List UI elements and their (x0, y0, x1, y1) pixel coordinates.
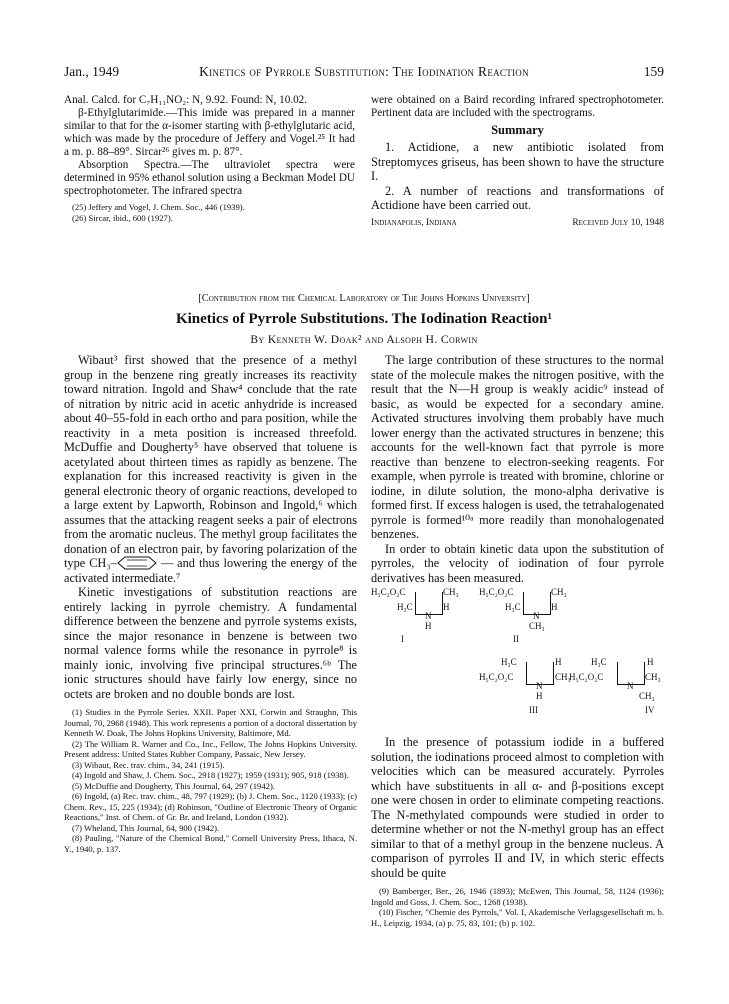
substituent: H₃C (501, 657, 517, 667)
structure-label: IV (645, 705, 655, 715)
header-date: Jan., 1949 (64, 64, 120, 79)
substituent: H₅C₂O₂C (371, 587, 406, 597)
prev-article-right-column (371, 94, 664, 230)
prev-footnotes (64, 202, 355, 223)
article-right-column (371, 353, 664, 928)
footnote-2: (2) The William R. Warner and Co., Inc., Fellow, The Johns Hopkins University. Present address: United States Rubber Company, Passaic, New Jersey. (64, 738, 357, 759)
structure-label: II (513, 634, 519, 644)
article-footnotes-left (64, 707, 357, 854)
footnote-9: (9) Bamberger, Ber., 26, 1946 (1893); McEwen, This Journal, 58, 1124 (1936); Ingold and Goss, J. Chem. Soc., 1268 (1938). (371, 886, 664, 907)
summary-heading: Summary (491, 123, 544, 137)
header-title: Kinetics of Pyrrole Substitution: The Iodination Reaction (199, 64, 529, 79)
iodination-paragraph: In the presence of potassium iodide in a buffered solution, the iodinations proceed almost to completion with velocities which can be measured accurately. Pyrroles which have substituents in all α- and β-positions except one were chosen in order to eliminate competing reactions. The N-methylated compounds were studied in order to determine whether or not the N-methyl group has an effect similar to that of a methyl group in the benzene nucleus. A comparison of pyrroles II and IV, in which steric effects should be quite (371, 735, 664, 880)
n-substituent: CH₃ (529, 621, 545, 631)
article-authors: By Kenneth W. Doak² and Alsoph H. Corwin (250, 334, 478, 346)
intro-text-cont: — and thus lowering the energy of the activated intermediate.⁷ (64, 556, 357, 585)
polarization-formula (89, 556, 157, 570)
footnote-4: (4) Ingold and Shaw, J. Chem. Soc., 2918 (1927); 1959 (1931); 905, 918 (1938). (72, 770, 349, 780)
structure-II (479, 587, 579, 653)
substituent: H₅C₂O₂C (479, 672, 514, 682)
intro-paragraph (64, 353, 357, 585)
methyl-group: CH₃– (89, 556, 117, 570)
page-number: 159 (643, 64, 664, 79)
substituent: CH₃ (555, 672, 571, 682)
structure-I (371, 587, 471, 653)
substituent: H (647, 657, 654, 667)
substituent: CH₃ (443, 587, 459, 597)
n-substituent: H (536, 691, 543, 701)
substituent: H₃C (505, 602, 521, 612)
pyrrole-structures (371, 587, 664, 735)
received-line (371, 217, 664, 230)
n-substituent: H (425, 621, 432, 631)
n-substituent: CH₃ (639, 691, 655, 701)
kinetic-data-paragraph: In order to obtain kinetic data upon the substitution of pyrroles, the velocity of iodination of four pyrrole derivatives has been measured. (371, 541, 664, 585)
structure-label: I (401, 634, 404, 644)
infrared-paragraph: were obtained on a Baird recording infrared spectrophotometer. Pertinent data are included with the spectrograms. (371, 94, 664, 119)
substituent: H₅C₂O₂C (479, 587, 514, 597)
article-left-column (64, 353, 357, 854)
footnote-10: (10) Fischer, "Chemie des Pyrrols," Vol. I, Akademische Verlagsgesellschaft m. b. H., Leipzig, 1934, (a) p. 75, 83, 101; (b) p. 102. (371, 907, 664, 928)
substituent: CH₃ (645, 672, 661, 682)
footnote-3: (3) Wibaut, Rec. trav. chim., 34, 241 (1915). (72, 759, 225, 770)
summary-point-2: 2. A number of reactions and transformations of Actidione have been carried out. (371, 183, 664, 212)
summary-point-1: 1. Actidione, a new antibiotic isolated from Streptomyces griseus, has been shown to have the structure I. (371, 140, 664, 183)
footnote-25: (25) Jeffery and Vogel, J. Chem. Soc., 446 (1939). (72, 202, 245, 212)
kinetic-paragraph: Kinetic investigations of substitution reactions are entirely lacking in pyrrole chemistry. A fundamental difference between the benzene and pyrrole systems exists, since the major resonance in benzene is between two normal valence forms while the resonance in pyrrole⁸ is mainly ionic, involving five principal structures.⁶ᵇ The ionic structures should have fairly low energy, since no octets are broken and no double bonds are lost. (64, 585, 357, 701)
substituent: H (555, 657, 562, 667)
ring-nitrogen: N (536, 681, 543, 691)
substituent: H₃C (397, 602, 413, 612)
article-title: Kinetics of Pyrrole Substitutions. The Iodination Reaction¹ (175, 311, 553, 327)
substituent: H (551, 602, 558, 612)
ring-nitrogen: N (627, 681, 634, 691)
footnote-1: (1) Studies in the Pyrrole Series. XXII. Paper XXI, Corwin and Straughn, This Journal, 70, 2968 (1948). This work represents a portion of a doctoral dissertation by Kenneth W. Doak, The Johns Hopkins University, Baltimore, Md. (64, 707, 357, 738)
structure-label: III (529, 705, 538, 715)
benzene-ring-icon (117, 556, 157, 570)
footnote-8: (8) Pauling, "Nature of the Chemical Bond," Cornell University Press, Ithaca, N. Y., 1940, p. 137. (64, 833, 357, 854)
substituent: CH₃ (551, 587, 567, 597)
contribution-line: [Contribution from the Chemical Laboratory of The Johns Hopkins University] (198, 293, 530, 304)
intro-text: Wibaut³ first showed that the presence of a methyl group in the benzene ring greatly increases its reactivity toward nitration. Ingold and Shaw⁴ conclude that the rate of nitration by nitric acid in acetic anhydride is increased about 40–55-fold in each ortho and para position, while the reactivity in a meta position is increased threefold. McDuffie and Dougherty⁵ have observed that toluene is acetylated about thirteen times as rapidly as benzene. The explanation for this increased reactivity is given in the general electronic theory of organic reactions, developed to a large extent by Lapworth, Robinson and Ingold,⁶ which assumes that the attacking reagent seeks a pair of electrons from the aromatic nucleus. The methyl group facilitates the donation of an electron pair, by favoring polarization of the type (64, 353, 357, 570)
ring-nitrogen: N (533, 611, 540, 621)
ethylglutarimide-paragraph: β-Ethylglutarimide.—This imide was prepared in a manner similar to that for the α-isomer starting with β-ethylglutaric acid, which was made by the procedure of Jeffery and Vogel.²⁵ It had a m. p. 88–89°. Sircar²⁶ gives m. p. 87°. (64, 107, 355, 158)
footnote-5: (5) McDuffie and Dougherty, This Journal, 64, 297 (1942). (72, 780, 275, 791)
analysis-paragraph: Anal. Calcd. for C₇H₁₁NO₂: N, 9.92. Found: N, 10.02. (64, 94, 308, 106)
footnote-26: (26) Sircar, ibid., 600 (1927). (72, 212, 173, 223)
absorption-spectra-paragraph: Absorption Spectra.—The ultraviolet spectra were determined in 95% ethanol solution using a Beckman Model DU spectrophotometer. The infrared spectra (64, 159, 355, 197)
article-footnotes-right (371, 886, 664, 928)
prev-article-left-column (64, 94, 355, 223)
ring-nitrogen: N (425, 611, 432, 621)
substituent: H₃C (591, 657, 607, 667)
resonance-paragraph: The large contribution of these structures to the normal state of the molecule makes the nitrogen positive, with the result that the N—H group is weakly acidic⁹ instead of basic, as would be expected for a secondary amine. Activated structures involving them probably have much lower energy than the activated structures in benzene; this accounts for the well-known fact that pyrrole is more reactive than benzene to electron-seeking reagents. For example, when pyrrole is treated with bromine, chlorine or iodine, in dilute solution, the mono-alpha derivative is formed first. If excess halogen is used, the tetrahalogenated pyrrole is formed¹⁰ᵃ more readily than monohalogenated benzenes. (371, 353, 664, 541)
substituent: H (443, 602, 450, 612)
structure-IV (565, 657, 675, 733)
footnote-7: (7) Wheland, This Journal, 64, 900 (1942). (72, 822, 220, 833)
substituent: H₅C₂O₂C (569, 672, 604, 682)
received-date: Received July 10, 1948 (572, 217, 664, 228)
location: Indianapolis, Indiana (371, 217, 457, 228)
footnote-6: (6) Ingold, (a) Rec. trav. chim., 48, 797 (1929); (b) J. Chem. Soc., 1120 (1933); (c) Chem. Rev., 15, 225 (1934); (d) Robinson, "Outline of Electronic Theory of Organic Reactions," Inst. of Chem. of Gr. Br. and Ireland, London (1932). (64, 791, 357, 822)
